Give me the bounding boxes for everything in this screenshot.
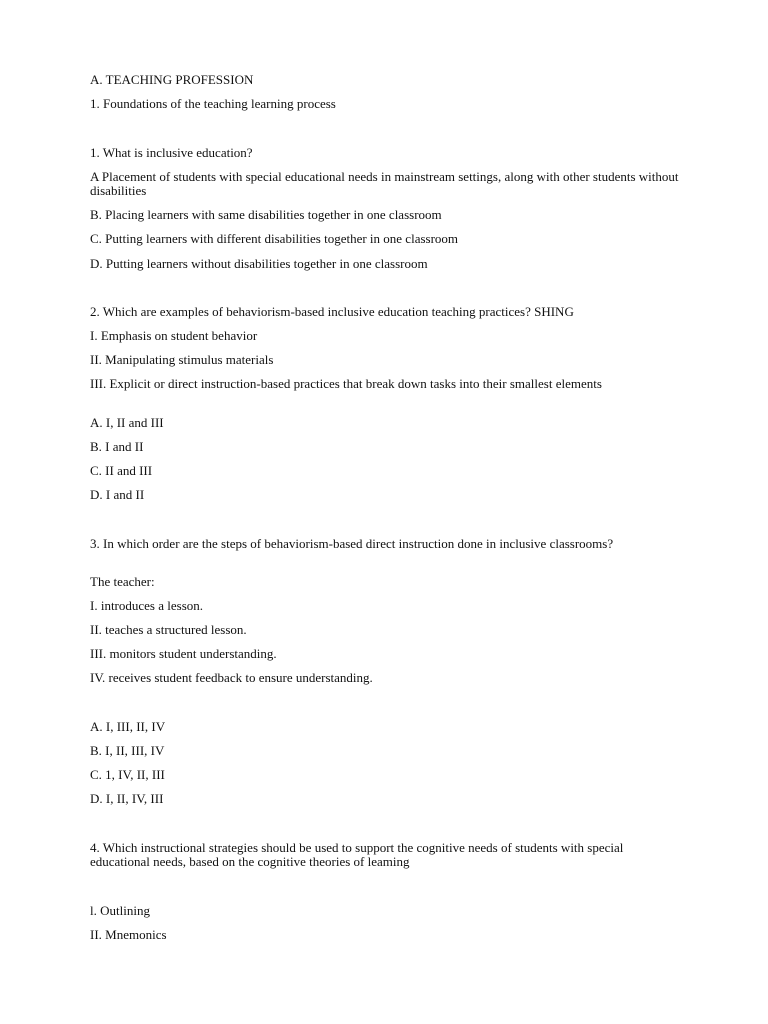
q3-lead: The teacher:: [90, 574, 155, 589]
question-2: 2. Which are examples of behaviorism-based inclusive education teaching practices? SHING: [90, 304, 574, 319]
q1-option-a: A Placement of students with special educational needs in mainstream settings, along with other students without disabilities: [90, 169, 679, 198]
q3-option-c: C. 1, IV, II, III: [90, 767, 165, 782]
q3-statement-1: I. introduces a lesson.: [90, 598, 204, 613]
q3-statement-3: III. monitors student understanding.: [90, 646, 277, 661]
q2-option-c: C. II and III: [90, 463, 153, 478]
subsection-title: 1. Foundations of the teaching learning process: [90, 96, 336, 111]
question-3: 3. In which order are the steps of behaviorism-based direct instruction done in inclusive classrooms?: [90, 536, 614, 551]
q2-statement-1: I. Emphasis on student behavior: [90, 328, 258, 343]
q3-statement-4: IV. receives student feedback to ensure understanding.: [90, 670, 373, 685]
q3-option-b: B. I, II, III, IV: [90, 743, 165, 758]
q2-statement-3: III. Explicit or direct instruction-based practices that break down tasks into their smallest elements: [90, 376, 602, 391]
q1-option-d: D. Putting learners without disabilities together in one classroom: [90, 256, 428, 271]
q2-statement-2: II. Manipulating stimulus materials: [90, 352, 274, 367]
q2-option-a: A. I, II and III: [90, 415, 164, 430]
question-4: 4. Which instructional strategies should be used to support the cognitive needs of students with special educational needs, based on the cognitive theories of leaming: [90, 840, 624, 869]
q3-option-d: D. I, II, IV, III: [90, 791, 164, 806]
q1-option-b: B. Placing learners with same disabilities together in one classroom: [90, 207, 442, 222]
q3-statement-2: II. teaches a structured lesson.: [90, 622, 247, 637]
q4-statement-2: II. Mnemonics: [90, 927, 167, 942]
q2-option-d: D. I and II: [90, 487, 145, 502]
q3-option-a: A. I, III, II, IV: [90, 719, 166, 734]
q2-option-b: B. I and II: [90, 439, 144, 454]
question-1: 1. What is inclusive education?: [90, 145, 253, 160]
section-title: A. TEACHING PROFESSION: [90, 72, 254, 87]
q1-option-c: C. Putting learners with different disabilities together in one classroom: [90, 231, 459, 246]
q4-statement-1: l. Outlining: [90, 903, 150, 918]
